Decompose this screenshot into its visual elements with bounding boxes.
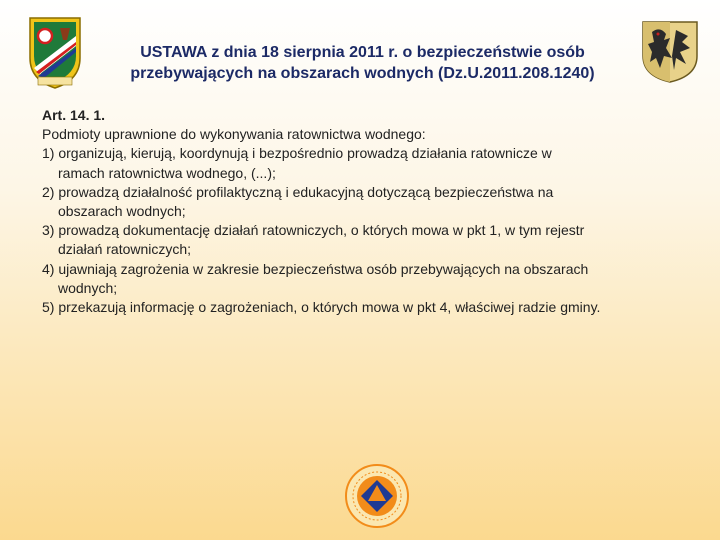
article-content — [42, 106, 702, 317]
civil-defence-emblem-icon — [344, 463, 410, 529]
list-item-line: 2) prowadzą działalność profilaktyczną i edukacyjną dotyczącą bezpieczeństwa na — [42, 183, 554, 200]
title-line-2: przebywających na obszarach wodnych (Dz.U.2011.208.1240) — [130, 65, 595, 82]
article-intro: Podmioty uprawnione do wykonywania ratownictwa wodnego: — [42, 126, 426, 143]
list-item-continuation: obszarach wodnych; — [58, 203, 186, 220]
list-item — [42, 298, 702, 317]
list-item — [42, 260, 702, 298]
list-item-continuation: ramach ratownictwa wodnego, (...); — [58, 164, 276, 181]
page-title — [90, 42, 635, 84]
list-item-line: 4) ujawniają zagrożenia w zakresie bezpieczeństwa osób przebywających na obszarach — [42, 260, 589, 277]
list-item — [42, 221, 702, 259]
griffin-coat-of-arms-icon — [640, 18, 700, 84]
article-number: Art. 14. 1. — [42, 107, 106, 123]
list-item — [42, 144, 702, 182]
list-item-line: 3) prowadzą dokumentację działań ratowniczych, o których mowa w pkt 1, w tym rejestr — [42, 222, 585, 239]
list-item-continuation: działań ratowniczych; — [58, 241, 192, 258]
title-line-1: USTAWA z dnia 18 sierpnia 2011 r. o bezpieczeństwie osób — [140, 44, 585, 61]
list-item-continuation: wodnych; — [58, 279, 118, 296]
rescue-crest-icon — [26, 14, 84, 90]
list-item-line: 1) organizują, kierują, koordynują i bezpośrednio prowadzą działania ratownicze w — [42, 145, 552, 162]
list-item — [42, 183, 702, 221]
list-item-line: 5) przekazują informację o zagrożeniach, o których mowa w pkt 4, właściwej radzie gminy. — [42, 299, 601, 316]
